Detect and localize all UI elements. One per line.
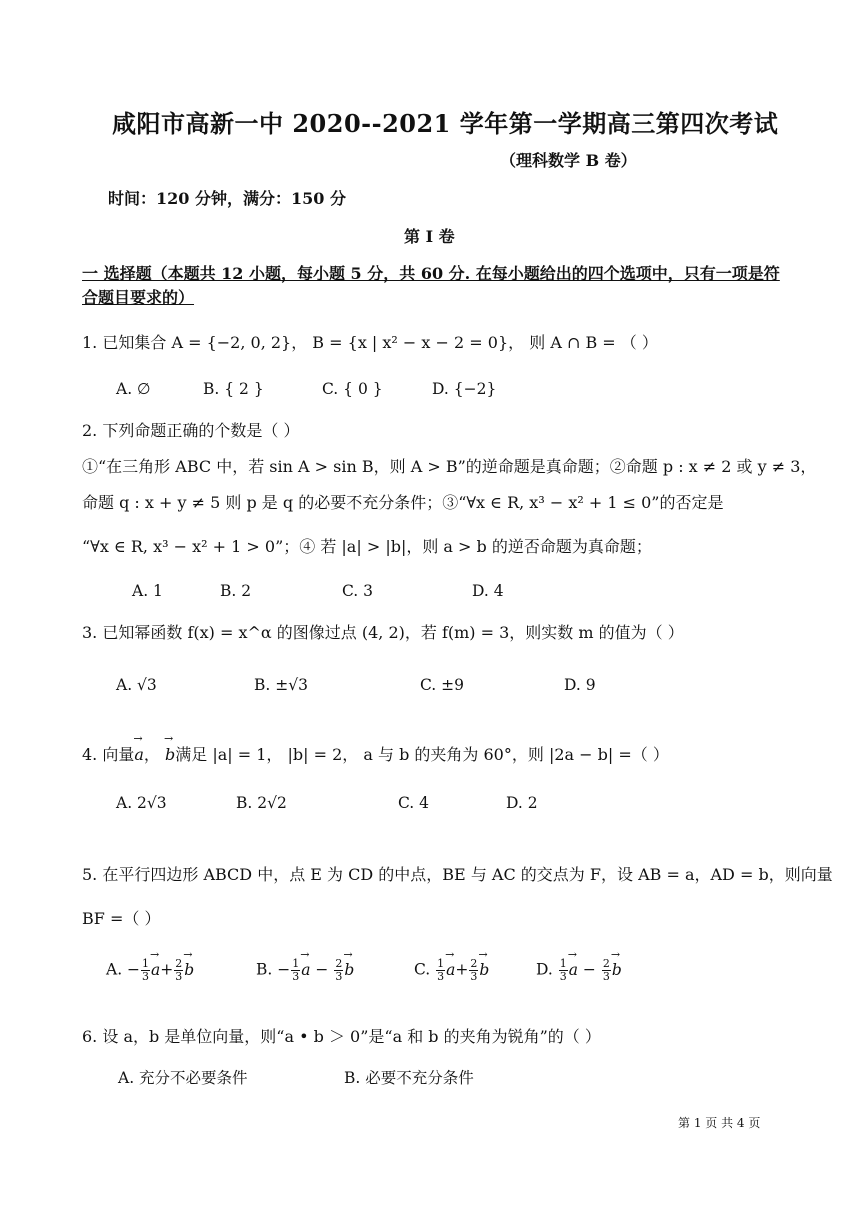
question-3-option-b: B. ±√3 [254, 676, 308, 694]
question-5-option-b-label: B. [256, 960, 273, 979]
question-1-option-c: C. { 0 } [322, 380, 383, 398]
question-5-option-c-label: C. [414, 960, 431, 979]
question-4-option-d: D. 2 [506, 794, 538, 812]
question-6-option-b: B. 必要不充分条件 [344, 1069, 474, 1087]
question-2-option-d: D. 4 [472, 582, 504, 600]
question-1-option-d: D. {−2} [432, 380, 497, 398]
question-3-option-a: A. √3 [116, 676, 157, 694]
exam-subtitle: （理科数学 B 卷） [500, 151, 637, 170]
question-4-option-c: C. 4 [398, 794, 430, 812]
question-3-stem: 3. 已知幂函数 f(x) = x^α 的图像过点 (4, 2)，若 f(m) = 3，则实数 m 的值为（ ） [82, 623, 684, 642]
section-heading: 一 选择题（本题共 12 小题，每小题 5 分，共 60 分. 在每小题给出的四个选项中，只有一项是符合题目要求的） [82, 264, 780, 307]
question-5-option-a: A. − $\frac{1}{3}$ → a+ $\frac{2}{3}$ → b [106, 958, 194, 983]
question-1-option-a: A. ∅ [116, 380, 151, 398]
question-1-option-b: B. { 2 } [203, 380, 264, 398]
question-5-line-1: 5. 在平行四边形 ABCD 中，点 E 为 CD 的中点，BE 与 AC 的交点为 F，设 AB = a，AD = b，则向量 [82, 865, 833, 884]
volume-label: 第 I 卷 [404, 227, 455, 246]
question-5-option-d: D. $\frac{1}{3}$ → a − $\frac{2}{3}$ → b [536, 958, 622, 983]
question-2-stem: 2. 下列命题正确的个数是（ ） [82, 421, 300, 440]
page-footer: 第 1 页 共 4 页 [678, 1116, 761, 1130]
question-2-option-c: C. 3 [342, 582, 374, 600]
question-5-option-a-label: A. [106, 960, 123, 979]
question-4-stem-rest: 满足 |a| = 1， |b| = 2， a 与 b 的夹角为 60°，则 |2a − b| =（ ） [175, 745, 669, 764]
question-3-option-c: C. ±9 [420, 676, 465, 694]
question-6-stem: 6. 设 a，b 是单位向量，则“a • b ＞ 0”是“a 和 b 的夹角为锐角”的（ ） [82, 1027, 601, 1046]
question-5-option-c: C. $\frac{1}{3}$ → a+ $\frac{2}{3}$ → b [414, 958, 489, 983]
question-4-stem-prefix: 4. 向量 [82, 745, 135, 764]
question-5-option-d-label: D. [536, 960, 553, 979]
question-4-stem: 4. 向量→ a， → b满足 |a| = 1， |b| = 2， a 与 b 的夹角为 60°，则 |2a − b| =（ ） [82, 742, 669, 765]
question-1-stem: 1. 已知集合 A = {−2, 0, 2}， B = {x | x² − x − 2 = 0}， 则 A ∩ B = （ ） [82, 333, 658, 352]
question-5-line-2: BF =（ ） [82, 909, 161, 928]
exam-title: 咸阳市高新一中 2020--2021 学年第一学期高三第四次考试 [112, 109, 779, 138]
time-info: 时间：120 分钟，满分：150 分 [108, 189, 346, 208]
question-6-option-a: A. 充分不必要条件 [118, 1069, 248, 1087]
question-4-option-a: A. 2√3 [116, 794, 167, 812]
question-2-line-1: ①“在三角形 ABC 中，若 sin A > sin B，则 A > B”的逆命题是真命题；②命题 p : x ≠ 2 或 y ≠ 3， [82, 457, 817, 476]
question-2-option-b: B. 2 [220, 582, 252, 600]
question-2-line-3: “∀x ∈ R, x³ − x² + 1 > 0”；④ 若 |a| > |b|，则 a > b 的逆否命题为真命题； [82, 537, 652, 556]
question-2-line-2: 命题 q : x + y ≠ 5 则 p 是 q 的必要不充分条件；③“∀x ∈ R, x³ − x² + 1 ≤ 0”的否定是 [82, 493, 724, 512]
question-2-option-a: A. 1 [132, 582, 163, 600]
question-5-option-b: B. − $\frac{1}{3}$ → a − $\frac{2}{3}$ → b [256, 958, 354, 983]
question-4-option-b: B. 2√2 [236, 794, 287, 812]
question-3-option-d: D. 9 [564, 676, 596, 694]
